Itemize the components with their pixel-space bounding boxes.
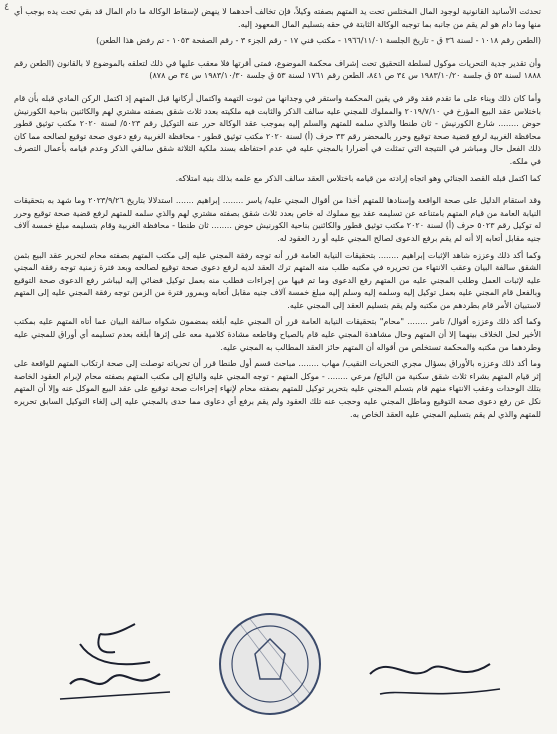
paragraph-9: وما أكد ذلك وعززه بالأوراق بسؤال مجري التحريات النقيب/ مهاب ........ مباحث قسم أول طنطا قرر أن تحرياته توصلت إلى صحة ارتكاب المتهم للواقعة على إثر قيام المتهم بشراء ثلاث شقق سكنية من البائع/ مرعي ........ - موكل المتهم - توجه المجني عليه والبائع إلى مكتب المتهم بصفته محام لإبرام العقود الخاصة بتلك الوحدات وعقب الانتهاء منهم قام بتسلم المجني عليه بتحرير توكيل للمتهم بصفته محام لإنهاء إجراءات صحة توقيع على عقد البيع الموكل عنه وإلا أن المتهم نكل عن رفع دعوى صحة التوقيع وماطل المجني عليه وحجب عنه تلك العقود ولم يقم برفع أي دعاوى مما حدى بالمجني عليه إلى إلغاء التوكيل السابق تحريره للمتهم والذي لم يقم بتسليم المجني عليه العقد الخاص به. (14, 359, 541, 419)
paragraph-7: وكما أكد ذلك وعززه شاهد الإثبات إبراهيم ........ بتحقيقات النيابة العامة قرر أنه توجه رفقة المجني عليه إلى مكتب المتهم بصفته محام لتحرير عقد البيع بثمن الشقق سالفة البيان وعقب الانتهاء من تحريره في مكتبه طلب منه المتهم ترك العقد لديه لرفع دعوى صحة توقيع لصالحه وبعد فترة زمنية توجه رفقة المجني عليه لإثبات العمل وطلب المجني عليه من المتهم رفع الدعوى وما تم فيها من إجراءات فطلب منه بعمل توكيل قضائي إليه ليباشر رفع الدعوى صحة التوقيع وبالفعل قام المجني عليه بعمل توكيل إليه وسلمه إليه وسلم إليه مبلغ خمسة آلاف جنيه مقابل أتعابه وبمرور فترة من الزمن توجه رفقة المجني عليه إلى المتهم لاستبيان الأمر قام بطردهم من مكتبه ولم يقم بتسليم العقد إلى المجني عليه. (14, 250, 541, 310)
paragraph-1: تحدثت الأسانيد القانونية لوجود المال المختلس تحت يد المتهم بصفته وكيلاً، فإن تخالف أحدهما لا ينهض لإسقاط الوكالة ما دام المال قد بقي تحت يده بوجب أي منها وما دام هو لم يقم من جانبه بما توجبه الوكالة الثابتة في حقه بتسليم المال المعهود إليه. (14, 7, 541, 29)
paragraph-6: وقد استقام الدليل على صحة الواقعة وإسنادها للمتهم أخذا من أقوال المجني عليه/ ياسر ........ إبراهيم ....... استدلالا بتاريخ ٢٠٢٣/٩/٢٦ وما شهد به بتحقيقات النيابة العامة من قيام المتهم بامتناعه عن تسليمه عقد بيع مملوك له خاص بعدد ثلاث شقق بصفته مشتري لهم والذي سلمه للمتهم لرفع قضية صحة توقيع وحرر له توكيل رقم ٥٠٢٣ حرف (أ) لسنة ٢٠٢٠ مكتب توثيق قطور والكائنين بناحية الكورنيش حوض ........ ثان طنطا - محافظة الغربية وقام بتسليمه مبلغ خمسة آلاف جنيه مقابل أتعابه إلا أنه لم يقم برفع الدعوى لصالح المجني عليه أو رد العقود له. (14, 196, 542, 243)
court-stamp (210, 604, 330, 724)
clerk-signature (360, 644, 510, 714)
paragraph-8: وكما أكد ذلك وعززه أقوال/ تامر ........ "محام" بتحقيقات النيابة العامة قرر أن المجني عليه أبلغه بمضمون شكواه سالفة البيان عما أتاه المتهم عليه بمكتب الأخير لحل الخلاف بينهما إلا أن المتهم وحال مشاهدة المجني عليه قام بالصياح وقاطعه مشادة كلامية معه على إثرها أبلغه بعدم تسليمه أي أوراق للمجني عليه وطردهما من مكتبه والمحكمة تستخلص من أقواله أن المتهم حائز العقد المطالب به المجني عليه. (14, 317, 541, 352)
paragraph-5: كما اكتمل قبله القصد الجنائي وهو اتجاه إرادته من قيامه باختلاس العقد سالف الذكر مع علمه بذلك بنية امتلاكه. (175, 173, 541, 183)
signature-area (0, 584, 557, 734)
judge-signature (40, 614, 190, 714)
page-corner-mark: ٤ (4, 2, 10, 13)
paragraph-3: وأن تقدير جدية التحريات موكول لسلطة التحقيق تحت إشراف محكمة الموضوع، فمتى أقرتها فلا معقب عليها في ذلك لتعلقه بالموضوع لا بالقانون (الطعن رقم ١٨٨٨ لسنة ٥٣ ق جلسة ١٩٨٣/١٠/٢٠ س ٣٤ ص ٨٤١، الطعن رقم ١٧٦١ لسنة ٥٣ ق جلسة ١٩٨٣/١٠/٣٠ س ٣٤ ص ٨٧٨) (14, 58, 541, 81)
paragraph-2: (الطعن رقم ١٠١٨ - لسنة ٣٦ ق - تاريخ الجلسة ١٩٦٦/١١/٠١ - مكتب فني ١٧ - رقم الجزء ٣ - رقم الصفحة ١٠٥٣ - تم رفض هذا الطعن) (96, 36, 541, 46)
paragraph-4: وأما كان ذلك وبناء على ما تقدم فقد وقر في يقين المحكمة واستقر في وجدانها من ثبوت التهمة واكتمال أركانها قبل المتهم إذ اكتمل الركن المادي قبله بأن قام باختلاس عقد البيع المؤرخ في ٢٠١٩/٧/١٠ والمملوك للمجني عليه سالف الذكر والثابت فيه ملكيته بعدد ثلاث شقق بصفته مشتري لهم والكائنين بناحية الكورنيش حوض ........ شارع الكورنيش - ثان طنطا والذي سلمه للمتهم والسلم إليه بموجب عقد الوكالة حرر عنه التوكيل رقم ٥٠٢٣/ لسنة ٢٠٢٠ مكتب توثيق قطور محافظة الغربية لرفع قضية صحة توقيع وحرر بالمحضر رقم ٣٣ حرف (أ) لسنة ٢٠٢٠ مكتب توثيق قطور - محافظة الغربية رفع دعوى صحة توقيع لصالحه مما كان ذلك الفعل حال ومباشر في النتيجة التي تمثلت في أضرارا بالمجني عليه في عدم احتفاظه بسند ملكية الثلاثة شقق سالفي الذكر وعدم قيامه بأعمال التصرف في ملكه. (14, 93, 542, 166)
